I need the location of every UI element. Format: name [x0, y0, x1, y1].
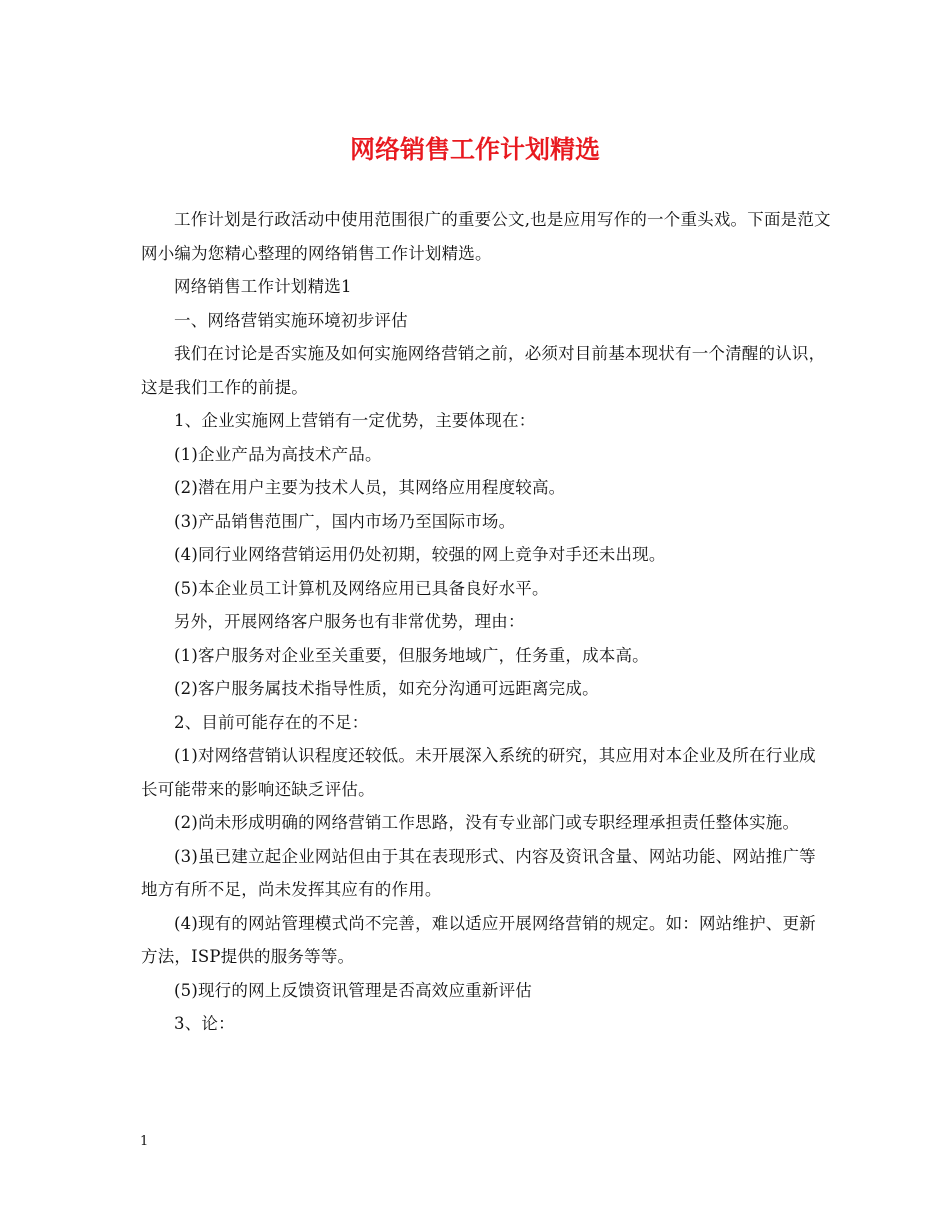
- paragraph: 3、论：: [174, 1014, 235, 1033]
- paragraph: (2)客户服务属技术指导性质，如充分沟通可远距离完成。: [174, 679, 599, 698]
- paragraph: (4)同行业网络营销运用仍处初期，较强的网上竞争对手还未出现。: [174, 545, 666, 564]
- paragraph: 一、网络营销实施环境初步评估: [174, 310, 408, 330]
- paragraph: (5)本企业员工计算机及网络应用已具备良好水平。: [174, 578, 549, 598]
- paragraph: 网络销售工作计划精选1: [174, 277, 352, 296]
- page-number: 1: [140, 1134, 149, 1149]
- paragraph: (2)尚未形成明确的网络营销工作思路，没有专业部门或专职经理承担责任整体实施。: [174, 813, 800, 832]
- paragraph: (1)企业产品为高技术产品。: [174, 444, 382, 464]
- paragraph: (3)产品销售范围广，国内市场乃至国际市场。: [174, 511, 516, 531]
- paragraph: 另外，开展网络客户服务也有非常优势，理由：: [174, 612, 525, 631]
- document-title: 网络销售工作计划精选: [349, 135, 600, 164]
- paragraph: (3)虽已建立起企业网站但由于其在表现形式、内容及资讯含量、网站功能、网站推广等地方有所不足，尚未发挥其应有的作用。: [141, 846, 816, 899]
- paragraph: 我们在讨论是否实施及如何实施网络营销之前，必须对目前基本现状有一个清醒的认识，这是我们工作的前提。: [141, 344, 826, 397]
- document-body: [141, 203, 831, 1041]
- paragraph: 工作计划是行政活动中使用范围很广的重要公文,也是应用写作的一个重头戏。下面是范文网小编为您精心整理的网络销售工作计划精选。: [141, 210, 831, 263]
- paragraph: (1)对网络营销认识程度还较低。未开展深入系统的研究，其应用对本企业及所在行业成长可能带来的影响还缺乏评估。: [141, 746, 816, 799]
- paragraph: (5)现行的网上反馈资讯管理是否高效应重新评估: [174, 980, 532, 1000]
- paragraph: 1、企业实施网上营销有一定优势，主要体现在：: [174, 411, 536, 430]
- paragraph: (1)客户服务对企业至关重要，但服务地域广，任务重，成本高。: [174, 645, 649, 665]
- paragraph: 2、目前可能存在的不足：: [174, 712, 369, 732]
- paragraph: (2)潜在用户主要为技术人员，其网络应用程度较高。: [174, 478, 566, 497]
- paragraph: (4)现有的网站管理模式尚不完善，难以适应开展网络营销的规定。如：网站维护、更新方法，ISP提供的服务等等。: [141, 913, 816, 966]
